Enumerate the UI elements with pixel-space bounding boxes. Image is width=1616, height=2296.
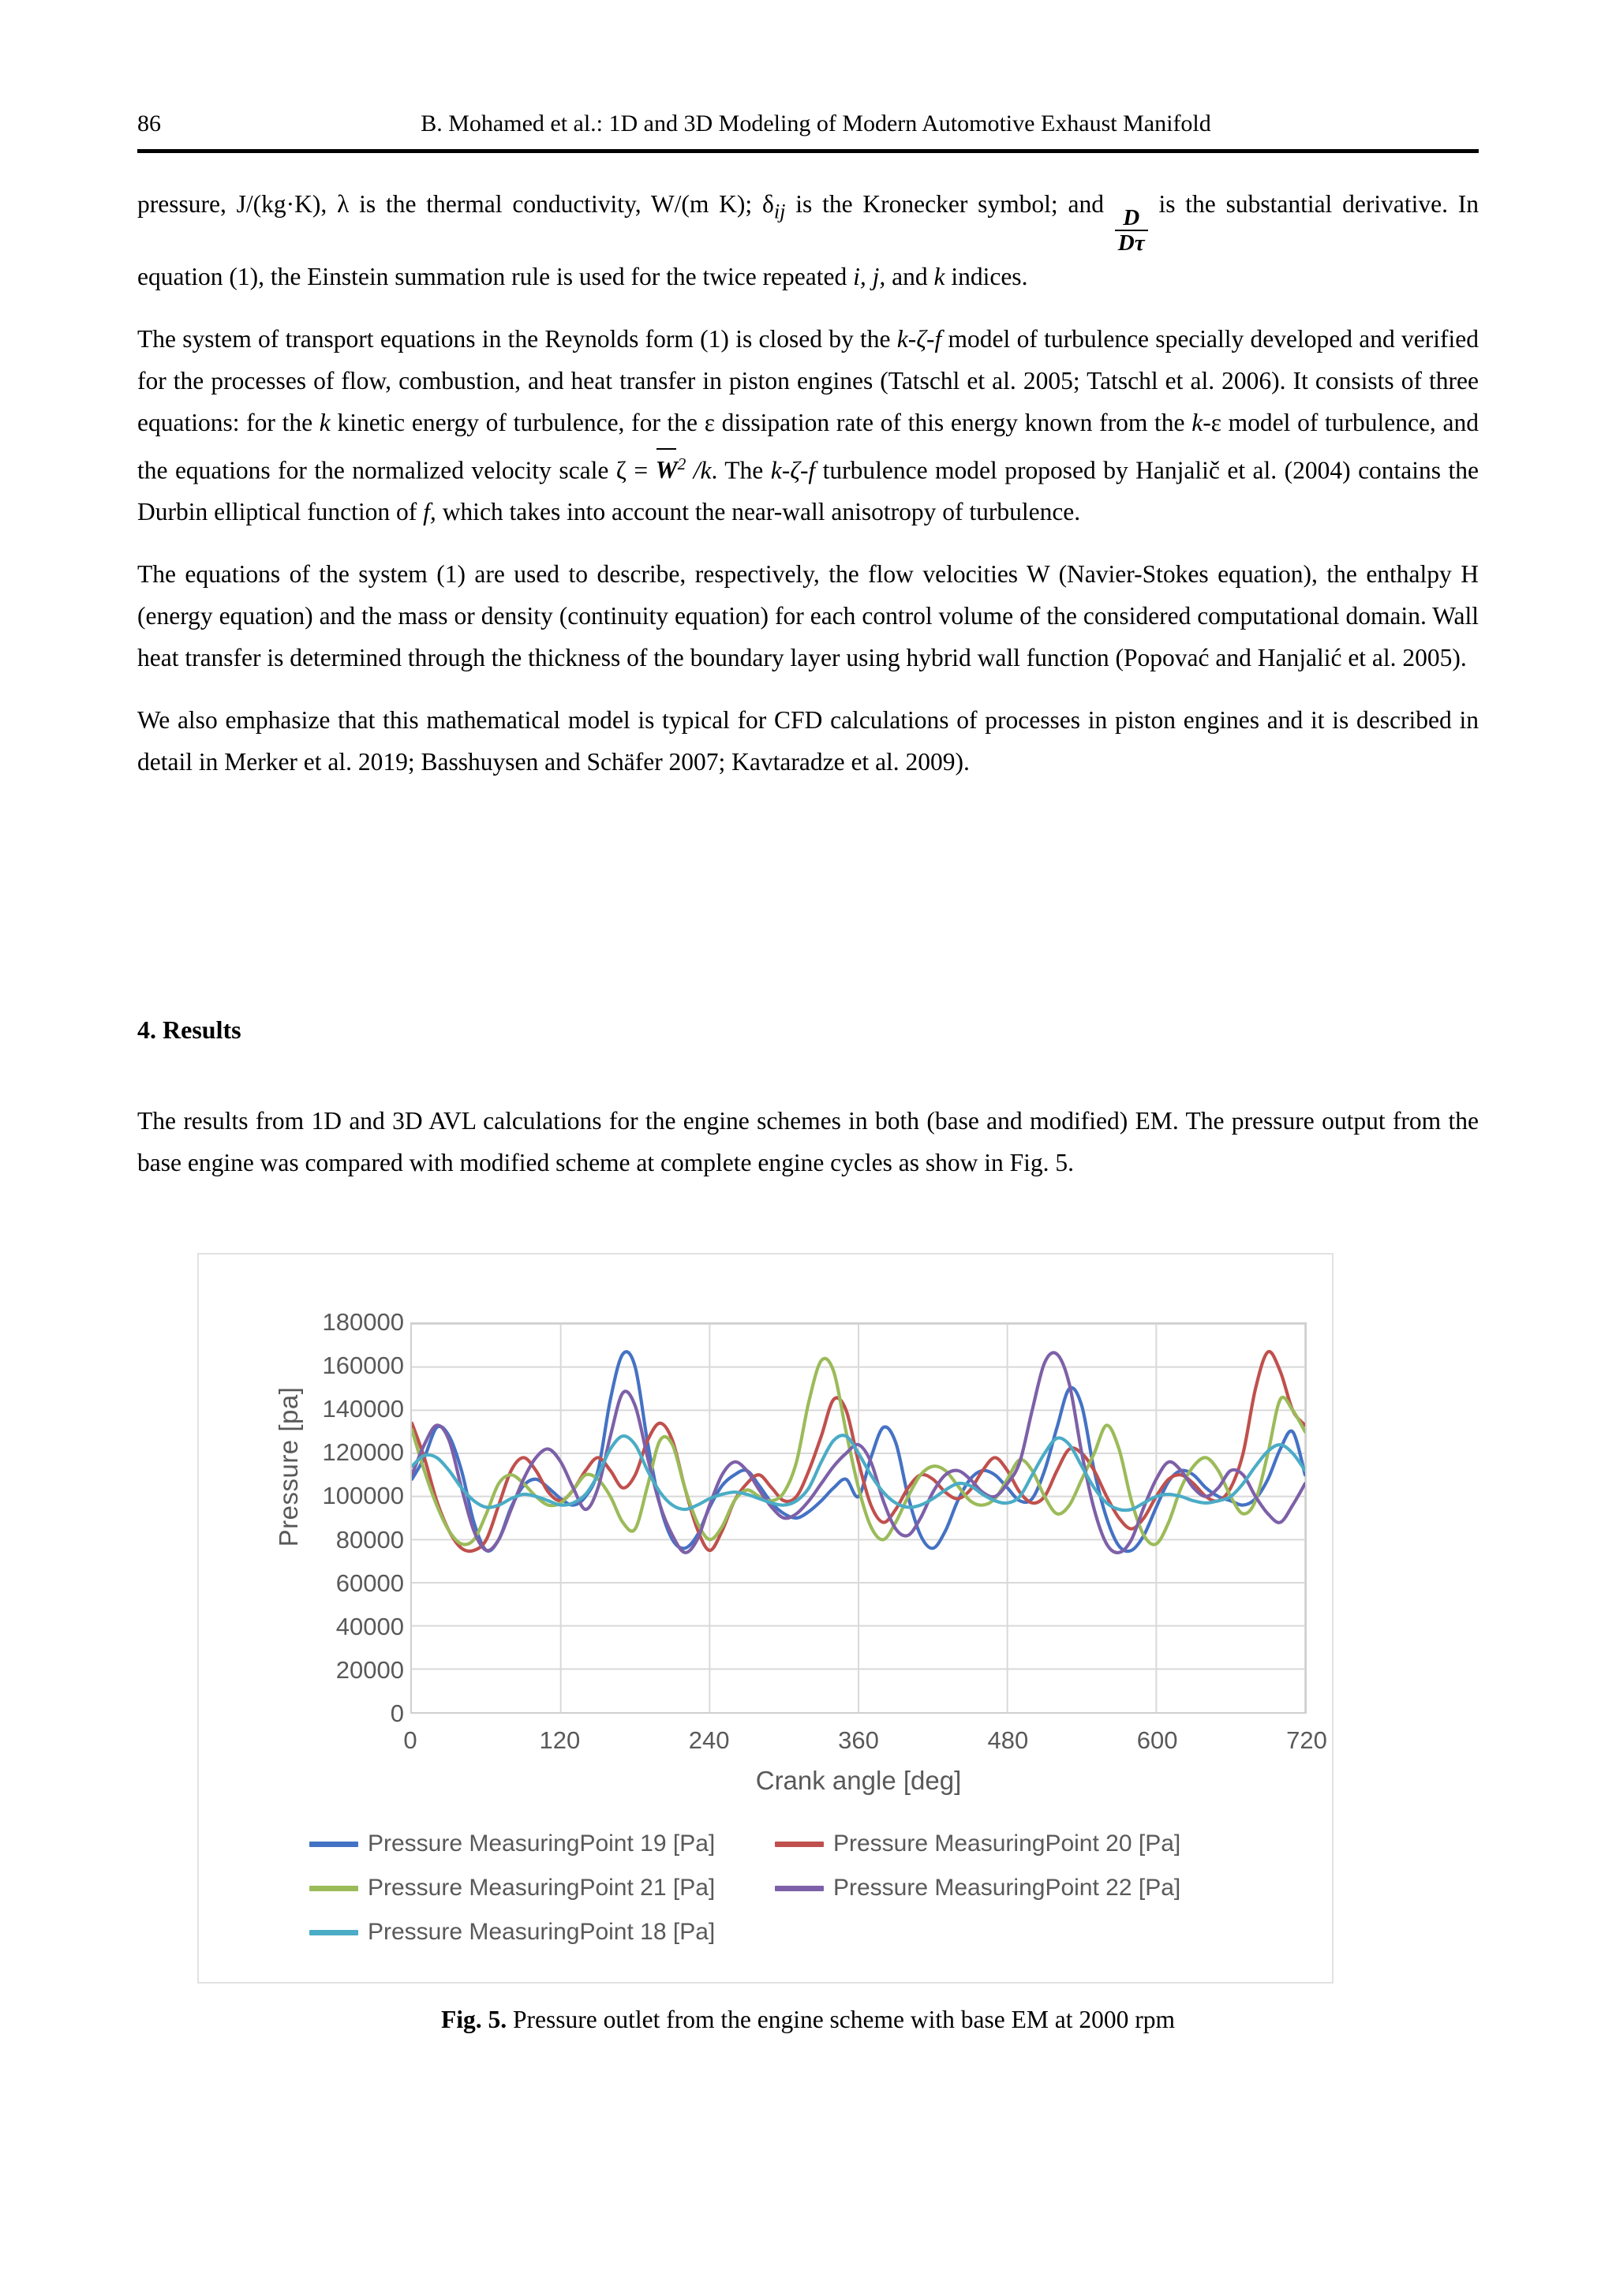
p2-seg-g: turbulence model proposed by Hanjalič et al. (2004) contains the Durbin elliptical function of xyxy=(137,456,1479,526)
legend-label: Pressure MeasuringPoint 20 [Pa] xyxy=(833,1830,1181,1857)
y-tick-label: 40000 xyxy=(335,1612,404,1640)
paragraph-5: The results from 1D and 3D AVL calculations for the engine schemes in both (base and modified) EM. The pressure output from the base engine was compared with modified scheme at complete engine cycles as show in Fig. 5. xyxy=(137,1107,1479,1176)
legend-label: Pressure MeasuringPoint 19 [Pa] xyxy=(368,1830,716,1857)
figure-caption-text: Pressure outlet from the engine scheme with base EM at 2000 rpm xyxy=(507,2006,1175,2033)
x-tick-label: 120 xyxy=(539,1726,581,1754)
figure-caption xyxy=(137,2006,1479,2034)
x-tick-label: 480 xyxy=(987,1726,1029,1754)
p2-seg-b: model of turbulence specially developed and verified for the processes of flow, combustion, and heat transfer in piston engines (Tatschl et al. 2005; Tatschl et al. 2006). It consists of three equations: for the xyxy=(137,324,1479,436)
y-tick-label: 140000 xyxy=(322,1395,404,1423)
legend-color-swatch-icon xyxy=(775,1886,824,1891)
chart-legend xyxy=(309,1830,1240,1963)
y-tick-label: 0 xyxy=(390,1700,404,1727)
p2-seg-d: ε model of turbulence, and the equations for the normalized velocity scale ζ = xyxy=(137,408,1479,484)
fraction-numerator: D xyxy=(1123,204,1140,230)
p2-seg-a: The system of transport equations in the Reynolds form (1) is closed by the xyxy=(137,324,897,353)
legend-row xyxy=(309,1830,1240,1857)
legend-item[interactable] xyxy=(775,1875,1240,1901)
paragraph-4: We also emphasize that this mathematical model is typical for CFD calculations of processes in piston engines and it is described in detail in Merker et al. 2019; Basshuysen and Schäfer 2007; Kavtaradze et al. 2009). xyxy=(137,706,1479,776)
x-tick-label: 240 xyxy=(688,1726,730,1754)
y-tick-label: 80000 xyxy=(335,1525,404,1554)
w-squared-exponent: 2 xyxy=(677,454,686,473)
results-intro xyxy=(137,1100,1479,1204)
x-axis-tick-labels xyxy=(403,1723,1327,1759)
y-tick-label: 160000 xyxy=(322,1352,404,1380)
plot-area xyxy=(410,1322,1307,1714)
p2-kzf-model-1: k-ζ-f xyxy=(896,324,942,353)
p1-seg-c: is the substantial derivative. In equation (1), the Einstein summation rule is used for the twice repeated xyxy=(137,190,1479,290)
p1-seg-a: pressure, J/(kg·K), λ is the thermal conductivity, W/(m K); δ xyxy=(137,190,774,218)
fraction-denominator: Dτ xyxy=(1115,230,1148,255)
legend-item[interactable] xyxy=(775,1830,1240,1857)
legend-label: Pressure MeasuringPoint 22 [Pa] xyxy=(833,1875,1181,1901)
p1-index-k: k xyxy=(933,262,945,290)
figure-caption-label: Fig. 5. xyxy=(441,2006,507,2033)
page-number: 86 xyxy=(137,110,161,136)
legend-item[interactable] xyxy=(309,1830,775,1857)
paragraph-3: The equations of the system (1) are used to describe, respectively, the flow velocities W (Navier-Stokes equation), the enthalpy H (energy equation) and the mass or density (continuity equation) for each control volume of the considered computational domain. Wall heat transfer is determined through the thickness of the boundary layer using hybrid wall function (Popovać and Hanjalić et al. 2005). xyxy=(137,560,1479,672)
legend-item[interactable] xyxy=(309,1919,783,1946)
header-rule xyxy=(137,149,1479,153)
p2-seg-h: which takes into account the near-wall anisotropy of turbulence. xyxy=(436,498,1081,526)
p1-subscript: ij xyxy=(773,200,786,223)
chart xyxy=(199,1255,1335,1795)
y-axis-tick-labels xyxy=(241,1308,404,1727)
series-canvas xyxy=(412,1324,1305,1712)
legend-label: Pressure MeasuringPoint 21 [Pa] xyxy=(368,1875,716,1901)
y-tick-label: 120000 xyxy=(322,1438,404,1467)
substantial-derivative-fraction xyxy=(1115,206,1148,256)
x-tick-label: 720 xyxy=(1286,1726,1327,1754)
y-tick-label: 180000 xyxy=(322,1308,404,1336)
legend-color-swatch-icon xyxy=(309,1886,358,1891)
section-heading-results: 4. Results xyxy=(137,1015,241,1044)
x-tick-label: 0 xyxy=(403,1726,417,1754)
paragraph-2 xyxy=(137,318,1479,533)
p2-k-symbol: k xyxy=(319,408,331,436)
p2-kzf-model-2: k-ζ-f xyxy=(770,456,816,484)
x-tick-label: 360 xyxy=(838,1726,879,1754)
p1-seg-d: and xyxy=(885,262,934,290)
p2-f-symbol: f, xyxy=(423,498,436,526)
x-tick-label: 600 xyxy=(1136,1726,1178,1754)
legend-color-swatch-icon xyxy=(309,1930,358,1935)
legend-item[interactable] xyxy=(309,1875,775,1901)
p2-k-denom: k xyxy=(700,456,712,484)
p2-seg-e: / xyxy=(686,456,701,484)
p2-k-eps: k- xyxy=(1191,408,1211,436)
p2-seg-c: kinetic energy of turbulence, for the ε dissipation rate of this energy known from the xyxy=(330,408,1192,436)
y-tick-label: 100000 xyxy=(322,1482,404,1510)
y-tick-label: 20000 xyxy=(335,1655,404,1684)
body-text xyxy=(137,183,1479,803)
p1-indices-ij: i, j, xyxy=(853,262,886,290)
running-head xyxy=(137,110,1479,148)
legend-row xyxy=(309,1919,1240,1946)
running-title: B. Mohamed et al.: 1D and 3D Modeling of Modern Automotive Exhaust Manifold xyxy=(421,110,1211,136)
p1-seg-e: indices. xyxy=(945,262,1028,290)
legend-color-swatch-icon xyxy=(775,1842,824,1847)
p2-seg-f: . The xyxy=(711,456,771,484)
legend-row xyxy=(309,1875,1240,1901)
figure-5-container xyxy=(197,1253,1334,1984)
y-tick-label: 60000 xyxy=(335,1569,404,1597)
w-overline-symbol: W xyxy=(656,447,678,491)
paragraph-1 xyxy=(137,183,1479,297)
legend-label: Pressure MeasuringPoint 18 [Pa] xyxy=(368,1919,716,1945)
legend-color-swatch-icon xyxy=(309,1842,358,1847)
y-axis-label: Pressure [pa] xyxy=(274,1386,303,1547)
x-axis-label: Crank angle [deg] xyxy=(755,1766,962,1795)
p1-seg-b: is the Kronecker symbol; and xyxy=(785,190,1114,218)
